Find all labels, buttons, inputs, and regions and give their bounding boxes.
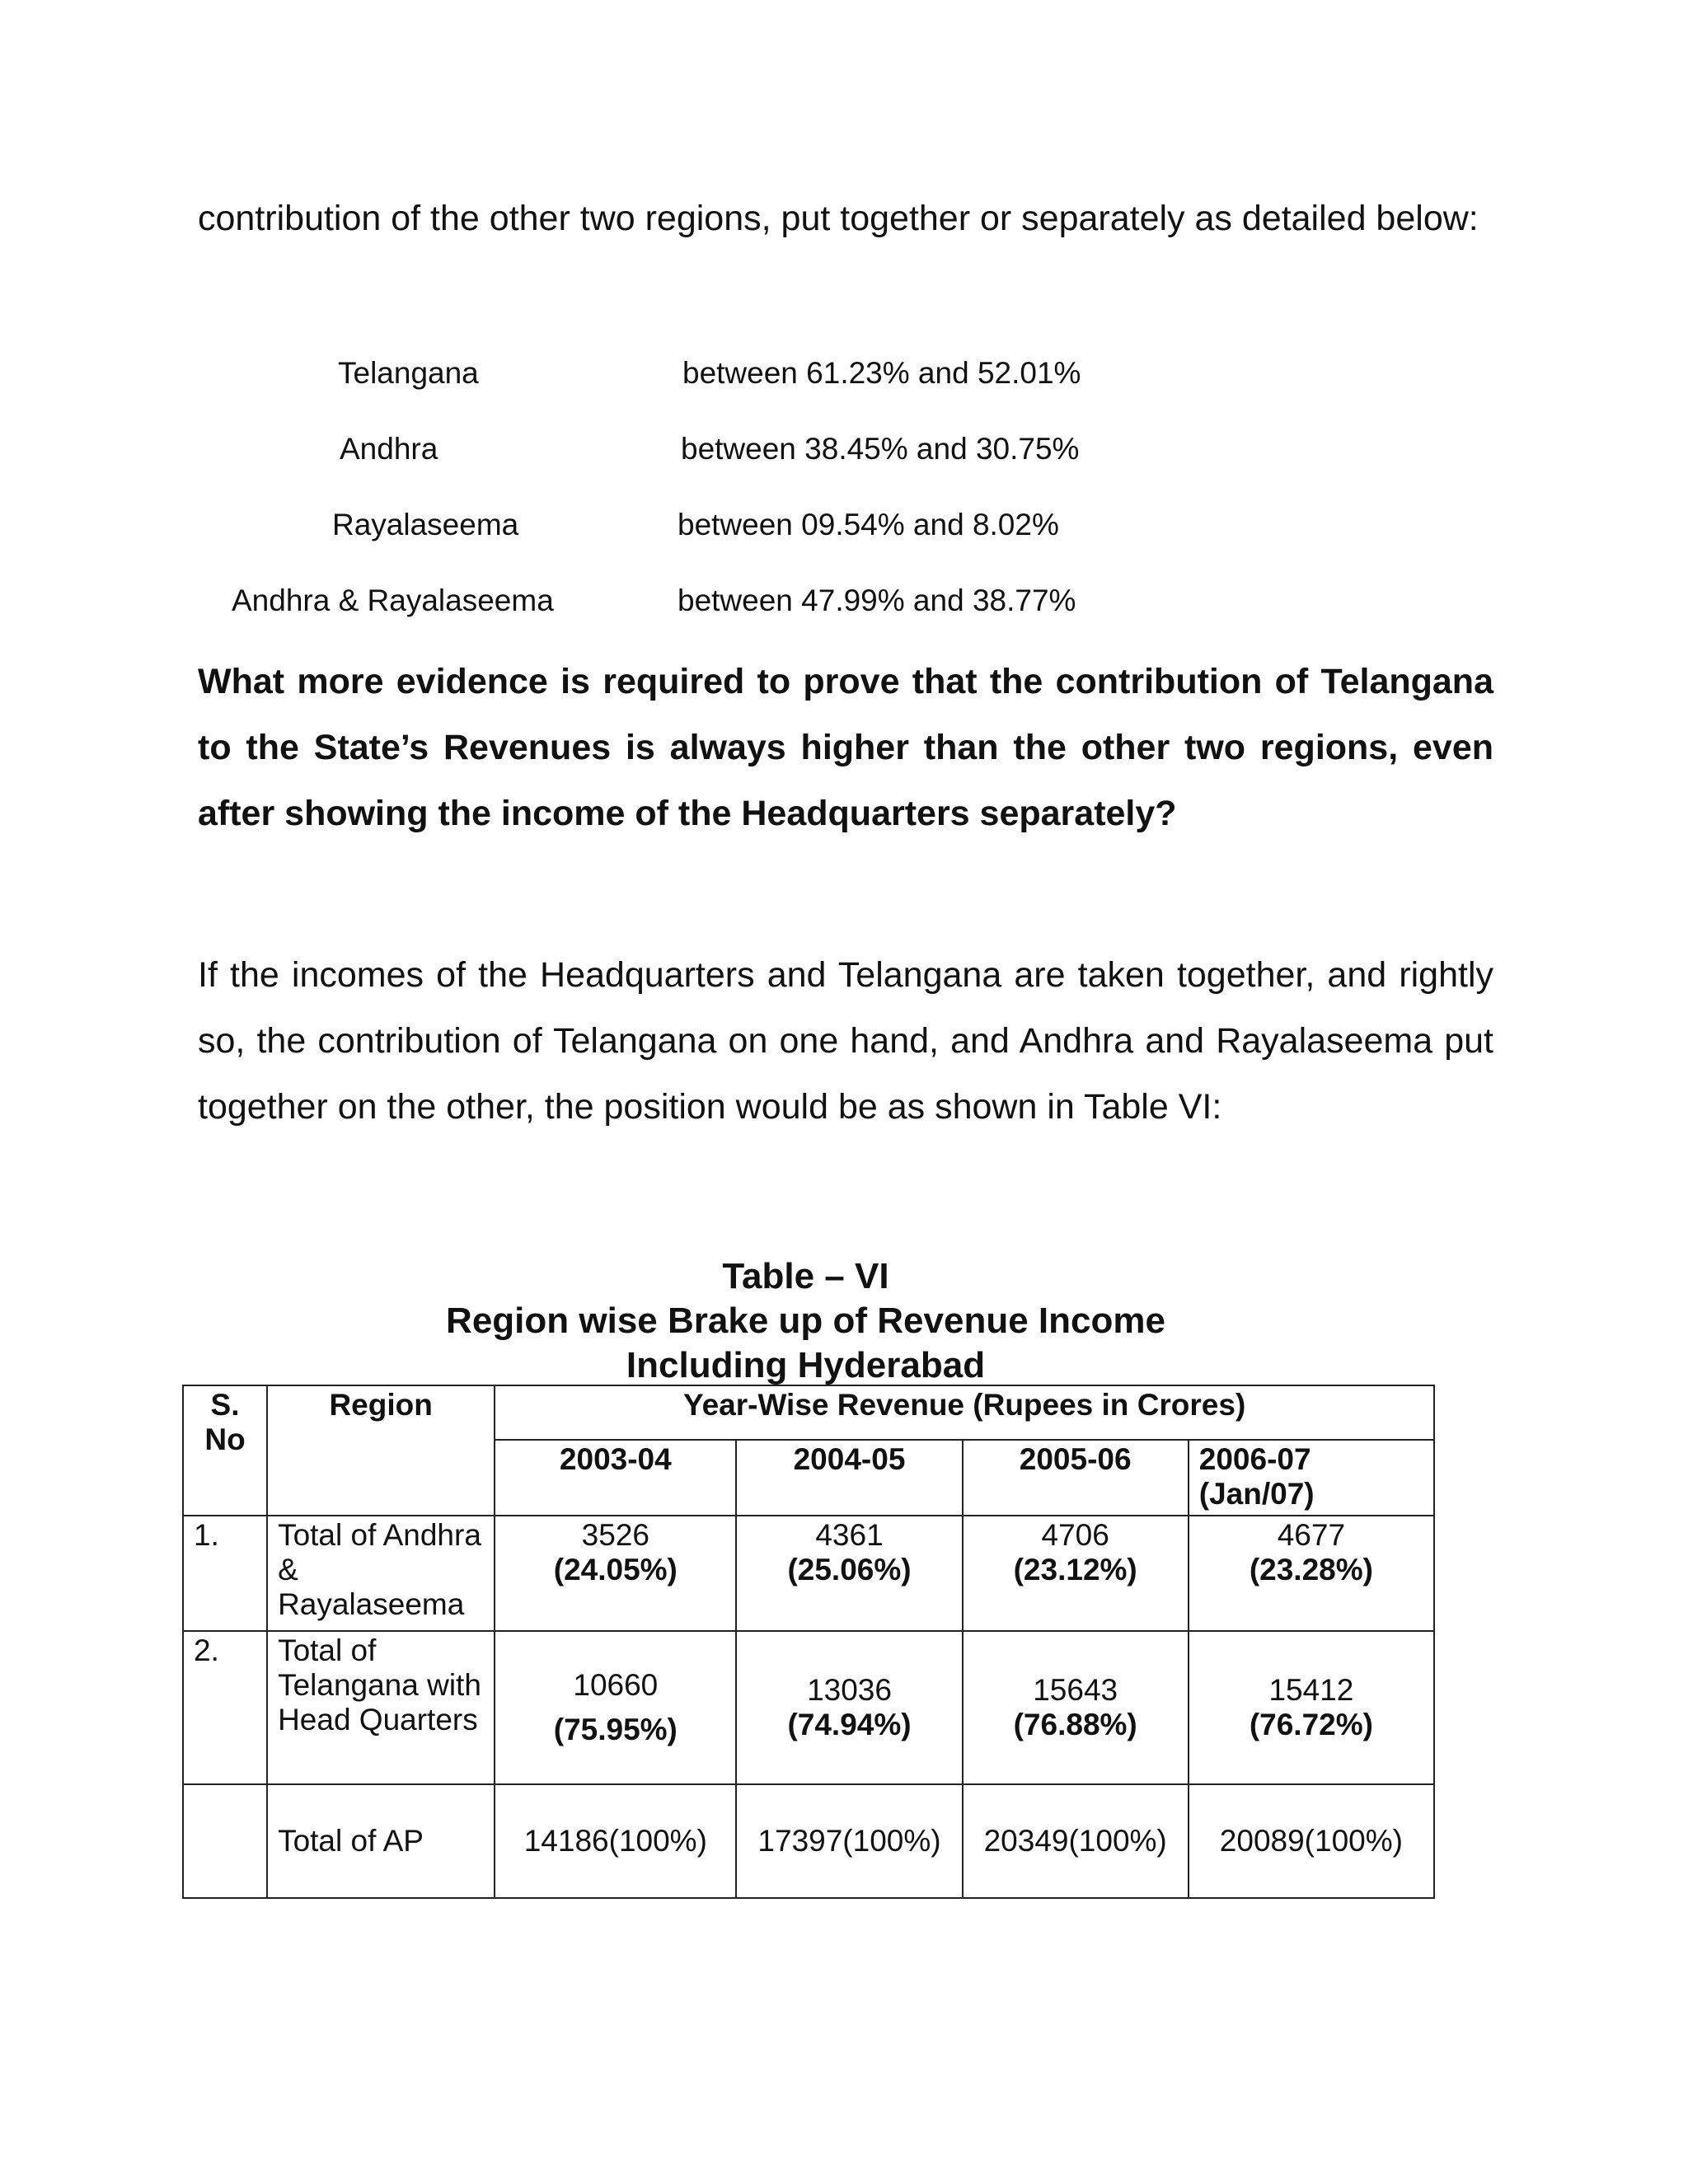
total-sno <box>183 1784 267 1898</box>
total-value: 14186(100%) <box>495 1784 736 1898</box>
revenue-table <box>182 1385 1435 1899</box>
range-region-andhra-rayalaseema: Andhra & Rayalaseema <box>232 583 554 617</box>
row-value: 4361 <box>815 1518 884 1552</box>
range-region-rayalaseema: Rayalaseema <box>332 508 519 541</box>
total-region: Total of AP <box>267 1784 495 1898</box>
row-percent: (74.94%) <box>787 1708 912 1741</box>
row-percent: (23.12%) <box>1013 1553 1137 1586</box>
header-year-2003-04: 2003-04 <box>495 1440 736 1516</box>
header-year-2006-07: 2006-07 (Jan/07) <box>1189 1440 1434 1516</box>
row-percent: (76.88%) <box>1013 1708 1137 1741</box>
row-value-cell <box>736 1516 962 1631</box>
row-value-cell <box>1189 1631 1434 1784</box>
row-value-cell <box>495 1516 736 1631</box>
row-percent: (25.06%) <box>787 1553 912 1586</box>
row-sno: 1. <box>183 1516 267 1631</box>
row-value: 13036 <box>807 1673 892 1707</box>
table-row <box>183 1516 1434 1631</box>
row-region: Total of Telangana with Head Quarters <box>267 1631 495 1784</box>
row-value: 4706 <box>1041 1518 1109 1552</box>
table-header-row <box>183 1385 1434 1440</box>
table-row <box>183 1631 1434 1784</box>
row-percent: (76.72%) <box>1249 1708 1373 1741</box>
row-value-cell <box>495 1631 736 1784</box>
table-total-row <box>183 1784 1434 1898</box>
header-region: Region <box>267 1385 495 1516</box>
row-percent: (23.28%) <box>1249 1553 1373 1586</box>
row-region: Total of Andhra & Rayalaseema <box>267 1516 495 1631</box>
row-value: 4677 <box>1277 1518 1346 1552</box>
total-value: 20349(100%) <box>963 1784 1189 1898</box>
header-year-2004-05: 2004-05 <box>736 1440 962 1516</box>
row-value-cell <box>963 1516 1189 1631</box>
row-value-cell <box>1189 1516 1434 1631</box>
header-year-group: Year-Wise Revenue (Rupees in Crores) <box>495 1385 1434 1440</box>
range-region-andhra: Andhra <box>340 432 438 466</box>
header-sno: S. No <box>183 1385 267 1516</box>
row-value: 10660 <box>573 1668 659 1702</box>
table-subtitle-2: Including Hyderabad <box>626 1345 986 1385</box>
range-value-telangana: between 61.23% and 52.01% <box>682 356 1081 390</box>
body-paragraph: If the incomes of the Headquarters and Telangana are taken together, and rightly so, the contribution of Telangana on one hand, and Andhra and Rayalaseema put together on the other, the position would be as shown in Table VI: <box>198 955 1493 1127</box>
table-subtitle: Region wise Brake up of Revenue Income <box>446 1301 1165 1341</box>
total-value: 20089(100%) <box>1189 1784 1434 1898</box>
row-value-cell <box>736 1631 962 1784</box>
row-value: 15412 <box>1268 1673 1354 1707</box>
row-value: 15643 <box>1033 1673 1118 1707</box>
range-region-telangana: Telangana <box>338 356 479 390</box>
range-value-andhra-rayalaseema: between 47.99% and 38.77% <box>678 583 1076 617</box>
row-percent: (75.95%) <box>553 1713 678 1746</box>
header-year-2005-06: 2005-06 <box>963 1440 1189 1516</box>
range-value-rayalaseema: between 09.54% and 8.02% <box>678 508 1059 541</box>
question-paragraph: What more evidence is required to prove that the contribution of Telangana to the State’s Revenues is always higher than the other two regions, even after showing the income of the Headquarters separately? <box>198 662 1493 833</box>
row-percent: (24.05%) <box>553 1553 678 1586</box>
row-value-cell <box>963 1631 1189 1784</box>
row-sno: 2. <box>183 1631 267 1784</box>
total-value: 17397(100%) <box>736 1784 962 1898</box>
intro-paragraph: contribution of the other two regions, put together or separately as detailed below: <box>198 199 1479 238</box>
range-value-andhra: between 38.45% and 30.75% <box>681 432 1080 466</box>
table-title: Table – VI <box>722 1256 889 1296</box>
row-value: 3526 <box>581 1518 649 1552</box>
